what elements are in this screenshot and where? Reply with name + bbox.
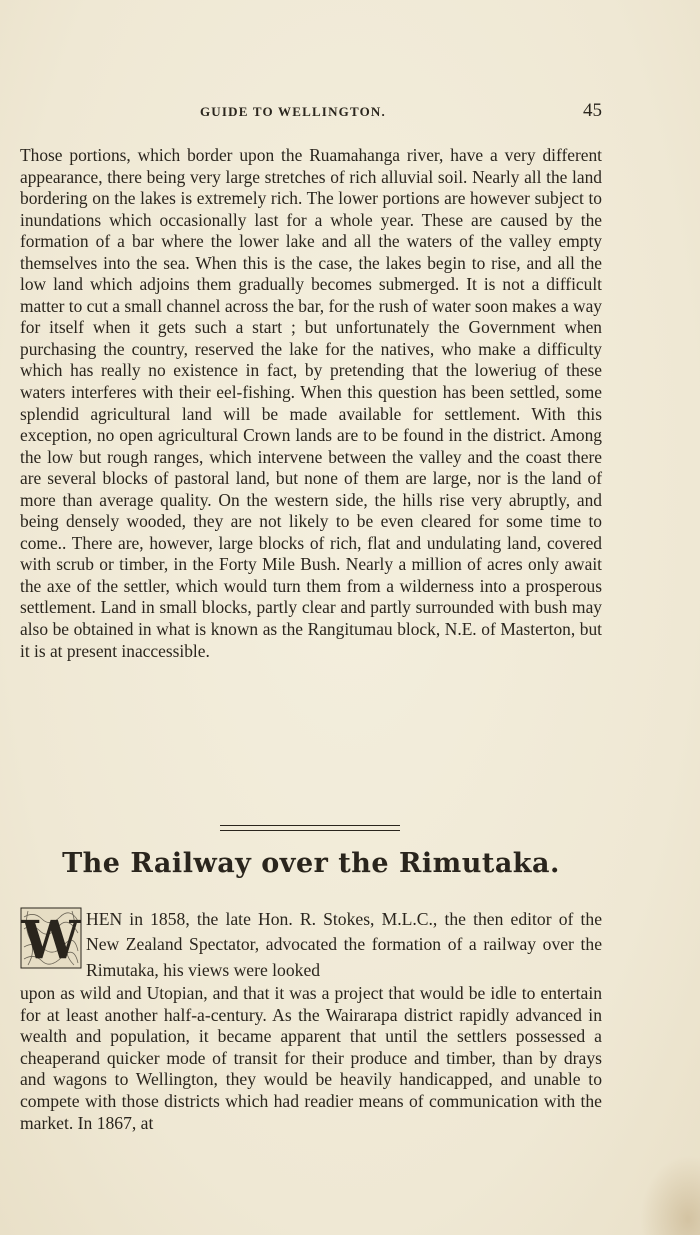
drop-cap-letter: W (21, 910, 81, 969)
running-head: GUIDE TO WELLINGTON. (200, 104, 386, 119)
paper-stain (640, 1155, 700, 1235)
page-number: 45 (583, 100, 602, 121)
section-title: The Railway over the Rimutaka. (62, 848, 560, 879)
page-header (20, 100, 602, 124)
body-paragraph: Those portions, which border upon the Ruamahanga river, have a very different appearance, there being very large stretches of rich alluvial soil. Nearly all the land bordering on the lakes is extremely rich. The lower portions are however subject to inundations which occasionally last for a whole year. These are caused by the formation of a bar where the lower lake and all the waters of the valley empty themselves into the sea. When this is the case, the lakes begin to rise, and all the low land which adjoins them gradually becomes submerged. It is not a difficult matter to cut a small channel across the bar, for the rush of water soon makes a way for itself when it gets such a start ; but unfortunately the Government when purchasing the country, reserved the lake for the natives, who make a difficulty which has really no existence in fact, by pretending that the loweriug of these waters interferes with their eel-fishing. When this question has been settled, some splendid agricultural land will be made available for settlement. With this exception, no open agricultural Crown lands are to be found in the district. Among the low but rough ranges, which intervene between the valley and the coast there are several blocks of pastoral land, but none of them are large, nor is the land of more than average quality. On the western side, the hills rise very abruptly, and being densely wooded, they are not likely to be even cleared for some time to come.. There are, however, large blocks of rich, flat and undulating land, covered with scrub or timber, in the Forty Mile Bush. Nearly a million of acres only await the axe of the settler, which would turn them from a wilderness into a prosperous settlement. Land in small blocks, partly clear and partly surrounded with bush may also be obtained in what is known as the Rangitumau block, N.E. of Masterton, but it is at present inaccessible. (20, 145, 602, 661)
section-divider (220, 825, 400, 826)
section-paragraph: upon as wild and Utopian, and that it was a project that would be idle to entertain for at least another half-a-century. As the Wairarapa district rapidly advanced in wealth and population, it became apparent that until the settlers possessed a cheaperand quicker mode of transit for their produce and timber, than by drays and wagons to Wellington, they would be heavily handicapped, and unable to compete with those districts which had readier means of communication with the market. In 1867, at (20, 983, 602, 1133)
section-divider (220, 830, 400, 831)
drop-cap-ornament (20, 907, 82, 969)
section-opening-lines: HEN in 1858, the late Hon. R. Stokes, M.L.C., the then editor of the New Zealand Spectator, advocated the formation of a railway over the Rimutaka, his views were looked (86, 909, 602, 980)
